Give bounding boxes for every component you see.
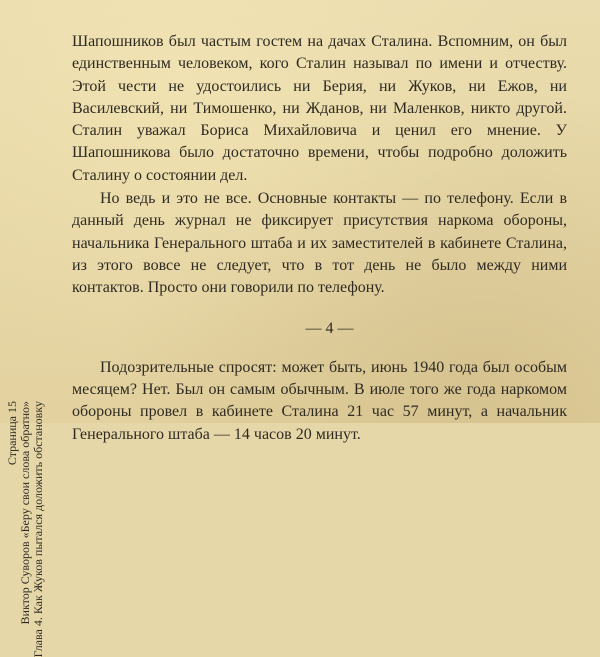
- main-text: [72, 31, 567, 446]
- paragraph-1: Шапошников был частым гостем на дачах Сталина. Вспомним, он был единственным человеком, кого Сталин называл по имени и отчеству. Этой чести не удостоились ни Берия, ни Жуков, ни Ежов, ни Василевский, ни Тимошенко, ни Жданов, ни Маленков, никто другой. Сталин уважал Бориса Михайловича и ценил его мнение. У Шапошникова было достаточно времени, чтобы подробно доложить Сталину о состоянии дел.: [72, 33, 567, 184]
- page-label-text: Страница 15: [5, 401, 19, 466]
- chapter-title-text: Глава 4. Как Жуков пытался доложить обстановку: [31, 401, 45, 657]
- book-title-text: Виктор Суворов «Беру свои слова обратно»: [18, 401, 32, 625]
- page-number: — 4 —: [305, 319, 354, 337]
- paragraph-2: Но ведь и это не все. Основные контакты — по телефону. Если в данный день журнал не фиксирует присутствия наркома обороны, начальника Генерального штаба и их заместителей в кабинете Сталина, из этого вовсе не следует, что в тот день не было между ними контактов. Просто они говорили по телефону.: [72, 190, 567, 297]
- paragraph-3: Подозрительные спросят: может быть, июнь 1940 года был особым месяцем? Нет. Был он самым обычным. В июле того же года наркомом обороны провел в кабинете Сталина 21 час 57 минут, а начальник Генерального штаба — 14 часов 20 минут.: [72, 358, 567, 443]
- sidebar-chapter-title: [31, 15, 47, 657]
